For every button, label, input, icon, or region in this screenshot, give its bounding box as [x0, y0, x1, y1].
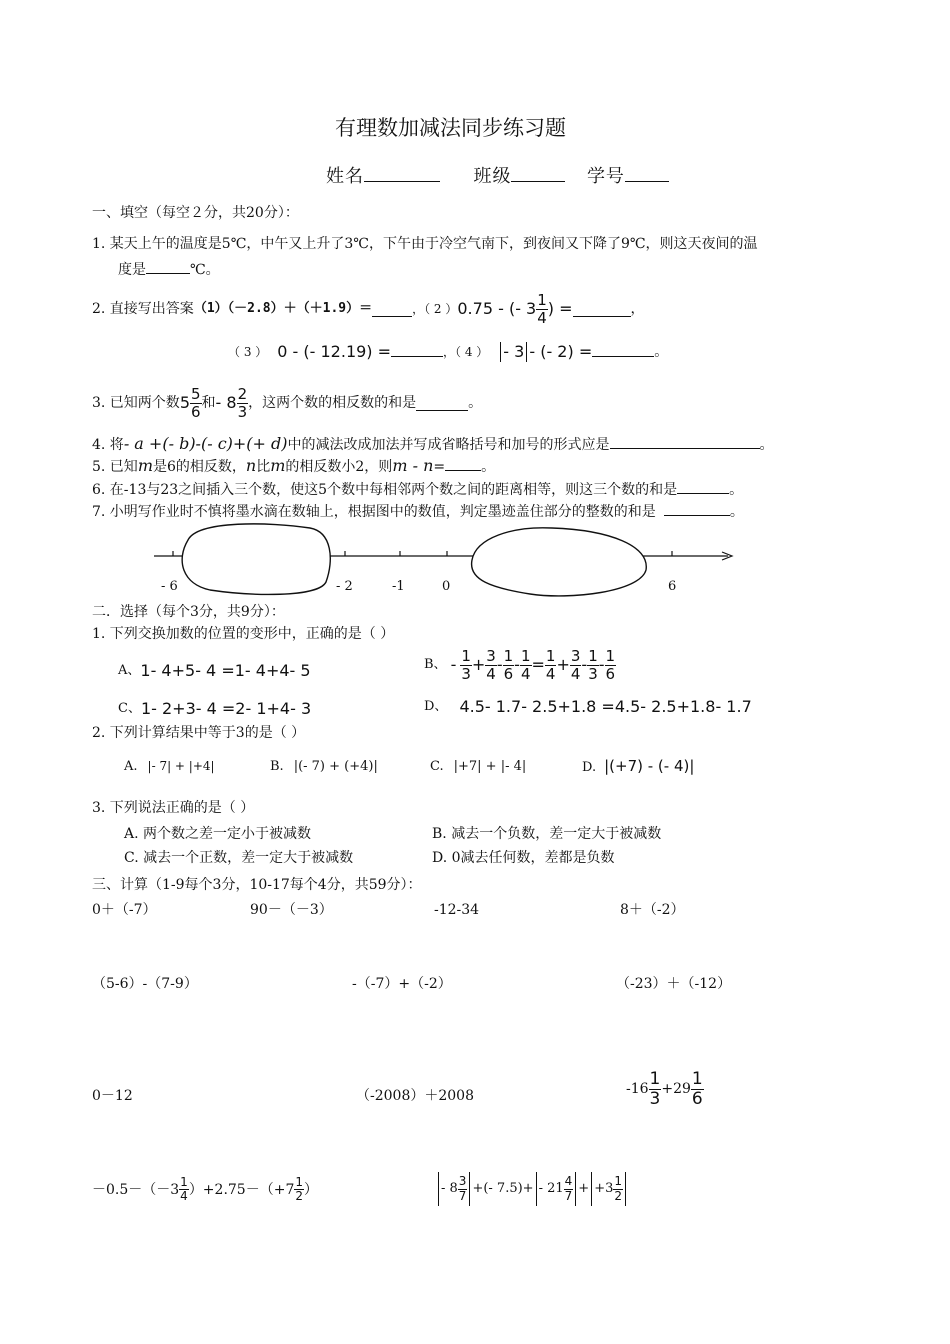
calc-12-part-4: +: [578, 1181, 590, 1196]
q2-option-a-expr: |- 7| + |+4|: [147, 759, 215, 773]
section-2-title: 二．选择（每个3分，共9分）：: [92, 604, 285, 620]
section-3-title: 三、计算（1-9每个3分，10-17每个4分，共59分）：: [92, 877, 422, 893]
calc-11-frac-1: $\frac{1}{4}$: [180, 1175, 188, 1204]
section-1-title: 一、填空（每空２分，共20分）：: [92, 205, 299, 221]
calc-12-part-1: - 8: [441, 1181, 458, 1196]
option-c-expr: 1- 2+3- 4 =2- 1+4- 3: [140, 699, 312, 718]
s2-q3-option-b[interactable]: B. 减去一个负数，差一定大于被减数: [432, 826, 662, 842]
s1-q3-blank[interactable]: [416, 395, 468, 411]
calc-12-part-5: +3: [594, 1181, 614, 1196]
calc-12-paren-open-3: [591, 1172, 592, 1206]
q2-option-a-label: A.: [124, 759, 138, 774]
option-b-frac-8: $\frac{1}{6}$: [605, 647, 616, 683]
option-b-op-5: +: [556, 655, 570, 674]
s1-q3: [92, 386, 482, 420]
calc-11: [92, 1176, 318, 1203]
calc-3: -12-34: [434, 902, 480, 918]
calc-12-frac-3: $\frac{1}{2}$: [614, 1174, 623, 1203]
s2-q2-option-b[interactable]: [270, 754, 378, 779]
s1-q5-expr: m - n: [392, 456, 434, 475]
s1-q4-end: 。: [759, 437, 774, 453]
calc-12-frac-2: $\frac{4}{7}$: [564, 1174, 573, 1203]
calc-4: 8＋（-2）: [620, 902, 685, 918]
s1-q2-part4-expr-a: - 3: [503, 342, 525, 361]
s2-q2-option-d[interactable]: [582, 754, 694, 780]
option-b-label: B、: [424, 657, 447, 672]
s1-q5-text-c: 比: [256, 459, 271, 475]
id-blank[interactable]: [625, 162, 669, 182]
s1-q6: [92, 478, 743, 502]
s1-q1-blank[interactable]: [146, 258, 190, 274]
name-label: 姓名: [326, 166, 364, 187]
s1-q6-text: 6. 在-13与23之间插入三个数，使这5个数中每相邻两个数之间的距离相等，则这三个数的和是: [92, 482, 678, 498]
s1-q2-part2-label: ，（ 2 ）: [412, 302, 458, 316]
s2-q1: 1. 下列交换加数的位置的变形中，正确的是（ ）: [92, 626, 395, 642]
s1-q4-text-b: 中的减法改成加法并写成省略括号和加号的形式应是: [287, 437, 610, 453]
s1-q2-fraction: $\frac{1}{4}$: [537, 291, 547, 327]
s1-q5-var-m2: m: [270, 456, 286, 475]
option-b-frac-4: $\frac{1}{4}$: [520, 647, 531, 683]
s1-q5-var-n: n: [245, 456, 257, 475]
calc-12-paren-open-1: [438, 1172, 439, 1206]
s1-q5-end: 。: [481, 459, 496, 475]
option-b-frac-5: $\frac{1}{4}$: [545, 647, 556, 683]
name-blank[interactable]: [364, 162, 440, 182]
s1-q3-text-a: 3. 已知两个数: [92, 395, 180, 411]
calc-11-part-1: －0.5－（－3: [92, 1181, 180, 1198]
option-b-op-7: -: [598, 655, 605, 674]
calc-12-frac-1: $\frac{3}{7}$: [458, 1174, 467, 1203]
q2-option-d-label: D.: [582, 760, 597, 775]
s1-q2-part4-label: ，（ 4 ）: [443, 345, 489, 359]
s1-q5-text-b: 是6的相反数，: [152, 459, 246, 475]
ink-blot-right: [472, 528, 647, 596]
s1-q3-num2-whole: - 8: [215, 393, 237, 412]
calc-11-part-2: ）+2.75－（+7: [188, 1181, 295, 1198]
s1-q5-var-m: m: [137, 456, 153, 475]
calc-11-frac-2: $\frac{1}{2}$: [295, 1175, 303, 1204]
s2-q3: 3. 下列说法正确的是（ ）: [92, 800, 255, 816]
calc-10: [626, 1070, 704, 1108]
s1-q2-part3-label: （ 3 ）: [228, 345, 268, 359]
calc-9: （-2008）＋2008: [356, 1088, 474, 1104]
calc-10-frac-2: $\frac{1}{6}$: [691, 1069, 703, 1109]
option-a-expr: 1- 4+5- 4 =1- 4+4- 5: [140, 661, 311, 680]
student-info-line: [326, 162, 669, 188]
option-b-frac-3: $\frac{1}{6}$: [503, 647, 514, 683]
s1-q1-unit: ℃。: [190, 262, 220, 278]
s1-q6-blank[interactable]: [677, 478, 729, 494]
s1-q2-blank4[interactable]: [592, 347, 654, 356]
class-blank[interactable]: [511, 162, 565, 182]
axis-label-neg1: -1: [392, 579, 405, 594]
calc-12: [436, 1172, 628, 1206]
option-b-frac-7: $\frac{1}{3}$: [588, 647, 598, 683]
s1-q5-eq: =: [433, 459, 446, 475]
s1-q4-blank[interactable]: [610, 433, 760, 449]
axis-label-0: 0: [442, 579, 451, 594]
s2-q1-option-d[interactable]: [424, 695, 752, 719]
calc-1: 0＋（-7）: [92, 902, 157, 918]
s1-q2-part3-expr: 0 - (- 12.19) =: [277, 342, 392, 361]
class-label: 班级: [473, 166, 512, 187]
s1-q3-num2-frac: $\frac{2}{3}$: [237, 385, 248, 421]
calc-10-frac-1: $\frac{1}{3}$: [649, 1069, 661, 1109]
calc-6: -（-7）+（-2）: [352, 976, 452, 992]
s1-q4-text-a: 4. 将: [92, 437, 124, 453]
s2-q2-option-c[interactable]: [430, 754, 526, 779]
s1-q5-blank[interactable]: [445, 455, 481, 471]
s2-q1-option-a[interactable]: [118, 659, 311, 683]
option-d-expr: 4.5- 1.7- 2.5+1.8 =4.5- 2.5+1.8- 1.7: [459, 697, 752, 716]
calc-8: 0－12: [92, 1088, 133, 1104]
calc-5: （5-6）-（7-9）: [92, 976, 198, 992]
q2-option-d-expr: |(+7) - (- 4)|: [604, 757, 695, 775]
calc-10-part-a: -16: [626, 1081, 649, 1098]
calc-12-paren-open-2: [536, 1172, 537, 1206]
calc-7: （-23）＋（-12）: [616, 976, 732, 992]
s2-q1-option-c[interactable]: [118, 697, 311, 721]
s1-q7-end: 。: [729, 504, 744, 520]
s1-q3-num1-frac: $\frac{5}{6}$: [191, 385, 201, 421]
axis-label-6: 6: [668, 579, 677, 594]
s1-q2-blank2[interactable]: [573, 301, 631, 317]
s1-q2-part2-end: ) =: [547, 299, 573, 318]
s2-q3-option-c[interactable]: C. 减去一个正数，差一定大于被减数: [124, 850, 354, 866]
calc-10-part-b: +29: [661, 1081, 691, 1098]
s1-q1-line1: 1. 某天上午的温度是5℃，中午又上升了3℃，下午由于冷空气南下，到夜间又下降了9℃，则这天夜间的温: [92, 236, 758, 252]
number-line-figure: [140, 520, 750, 602]
s2-q3-option-d[interactable]: D. 0减去任何数，差都是负数: [432, 850, 615, 866]
s2-q3-option-a[interactable]: A. 两个数之差一定小于被减数: [124, 826, 312, 842]
calc-12-paren-close-1: [469, 1172, 470, 1206]
option-b-op-2: -: [496, 655, 503, 674]
calc-2: 90－（－3）: [250, 902, 333, 918]
axis-label-neg6: - 6: [161, 579, 178, 594]
option-b-frac-6: $\frac{3}{4}$: [570, 647, 581, 683]
s1-q2-part4-expr-b: - (- 2) =: [529, 342, 593, 361]
s1-q7-blank[interactable]: [664, 500, 730, 516]
s1-q2-blank3[interactable]: [391, 347, 443, 356]
q2-option-c-expr: |+7| + |- 4|: [453, 759, 527, 774]
option-b-frac-1: $\frac{1}{3}$: [461, 647, 471, 683]
s1-q2-line2: [228, 340, 668, 364]
option-b-op-4: =: [531, 655, 545, 674]
s1-q5: [92, 454, 495, 479]
s1-q2-part1: （1）（－2.8）＋（＋1.9）＝: [193, 301, 373, 316]
option-b-op-6: -: [581, 655, 588, 674]
option-b-op-3: -: [514, 655, 520, 674]
q2-option-b-expr: |(- 7) + (+4)|: [293, 759, 378, 774]
s1-q7-text: 7. 小明写作业时不慎将墨水滴在数轴上，根据图中的数值，判定墨迹盖住部分的整数的和是: [92, 504, 656, 520]
s1-q3-and: 和: [201, 395, 216, 411]
s1-q3-text-b: ，这两个数的相反数的和是: [248, 395, 417, 411]
s2-q2-option-a[interactable]: [124, 754, 215, 779]
s1-q2-part2-expr: 0.75 - (- 3: [457, 299, 537, 318]
q2-option-c-label: C.: [430, 759, 444, 774]
s2-q2: 2. 下列计算结果中等于3的是（ ）: [92, 725, 306, 741]
s1-q1-text: 度是: [118, 262, 146, 278]
s1-q2-line1: 2. 直接写出答案 （1）（－2.8）＋（＋1.9）＝ ，（ 2 ） 0.75 - (- 3 $\frac{1}{4}$ ) = ，: [92, 291, 645, 327]
option-d-label: D、: [424, 699, 448, 714]
option-c-label: C、: [118, 701, 141, 716]
s1-q2-blank1[interactable]: [372, 301, 412, 317]
s1-q2-end: 。: [654, 344, 669, 360]
s1-q1-line2: [118, 258, 220, 282]
option-b-minus: -: [450, 655, 457, 674]
axis-label-neg2: - 2: [336, 579, 353, 594]
option-b-frac-2: $\frac{3}{4}$: [486, 647, 496, 683]
abs-bar-left: [500, 342, 501, 362]
s2-q1-option-b[interactable]: [424, 648, 616, 682]
s1-q2-label: 2. 直接写出答案: [92, 301, 194, 317]
s1-q5-text-a: 5. 已知: [92, 459, 138, 475]
page-title: 有理数加减法同步练习题: [335, 116, 566, 140]
s1-q4-expr: - a +(- b)-(- c)+(+ d): [123, 434, 288, 453]
id-label: 学号: [586, 166, 625, 187]
ink-blot-left: [182, 524, 330, 595]
s1-q3-num1-whole: 5: [179, 393, 190, 412]
calc-12-paren-close-3: [625, 1172, 626, 1206]
abs-bar-right: [526, 342, 527, 362]
option-b-op-1: +: [471, 655, 486, 674]
s1-q3-end: 。: [468, 395, 483, 411]
calc-12-part-2: +(- 7.5)+: [472, 1181, 534, 1196]
option-a-label: A、: [118, 663, 141, 678]
q2-option-b-label: B.: [270, 759, 284, 774]
s1-q6-end: 。: [729, 482, 744, 498]
s1-q5-text-d: 的相反数小2，则: [285, 459, 393, 475]
calc-12-paren-close-2: [575, 1172, 576, 1206]
calc-11-part-3: ）: [304, 1181, 318, 1198]
calc-12-part-3: - 21: [538, 1181, 564, 1196]
